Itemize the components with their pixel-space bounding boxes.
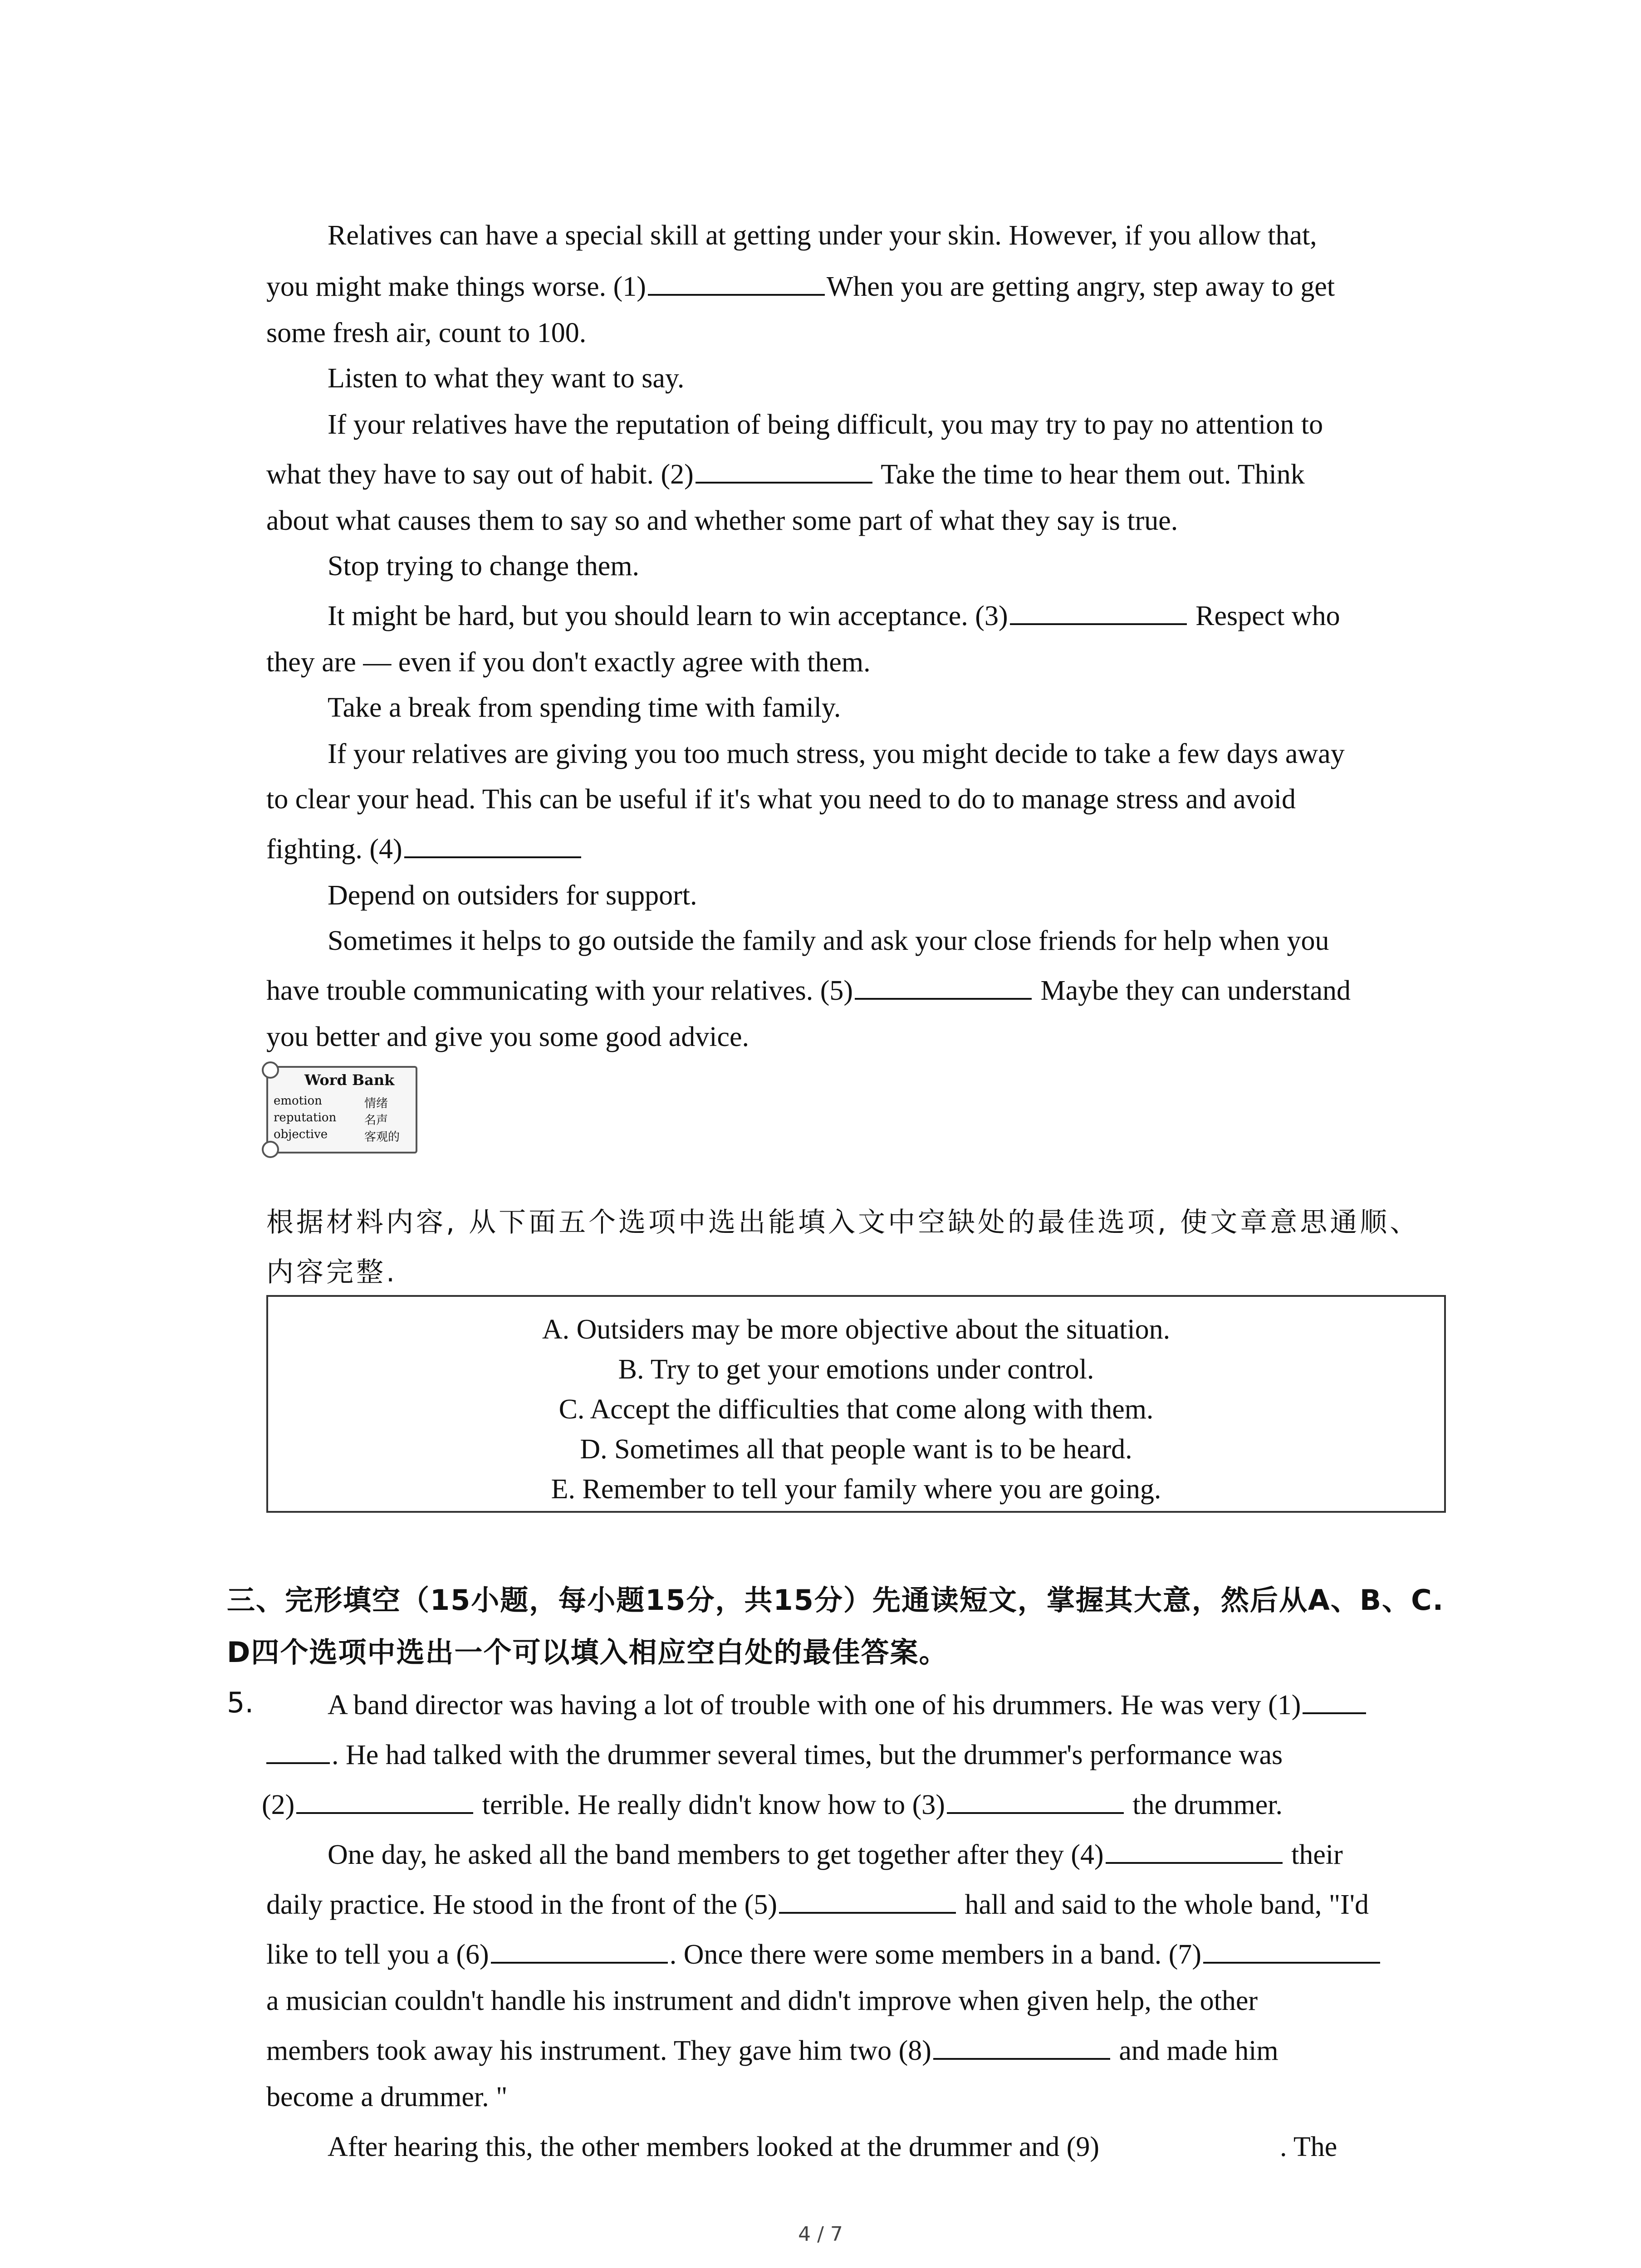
passage-line: fighting. (4) (266, 825, 1446, 874)
cloze-blank-8[interactable] (933, 2031, 1110, 2060)
cloze-blank-1-cont[interactable] (266, 1735, 330, 1764)
passage-line: have trouble communicating with your relatives. (5) Maybe they can understand (266, 966, 1446, 1015)
option-d: D. Sometimes all that people want is to be heard. (580, 1434, 1132, 1465)
passage-line: to clear your head. This can be useful if it's what you need to do to manage stress and avoid (266, 784, 1296, 815)
cloze-blank-4[interactable] (1106, 1835, 1283, 1864)
cloze-blank-9[interactable] (1101, 2129, 1278, 2156)
option-a: A. Outsiders may be more objective about the situation. (542, 1314, 1171, 1345)
cloze-line: A band director was having a lot of trouble with one of his drummers. He was very (1) (266, 1681, 1446, 1730)
passage-line: It might be hard, but you should learn to win acceptance. (3) Respect who (266, 591, 1446, 640)
answer-blank-5[interactable] (855, 971, 1032, 1000)
cloze-line: a musician couldn't handle his instrument and didn't improve when given help, the other (266, 1985, 1258, 2016)
heading-listen: Listen to what they want to say. (328, 363, 685, 394)
answer-blank-3[interactable] (1010, 596, 1187, 625)
cloze-line: daily practice. He stood in the front of the (5) hall and said to the whole band, "I'd (266, 1880, 1446, 1929)
page-number: 4 / 7 (798, 2223, 843, 2246)
cloze-blank-2[interactable] (296, 1785, 473, 1814)
passage-line: If your relatives are giving you too much stress, you might decide to take a few days away (328, 738, 1345, 769)
cloze-line: (2) terrible. He really didn't know how to (3) the drummer. (266, 1780, 1446, 1829)
section-heading: 三、完形填空（15小题，每小题15分，共15分）先通读短文，掌握其大意，然后从A、B、C. D四个选项中选出一个可以填入相应空白处的最佳答案。 (227, 1584, 1445, 1669)
cloze-line: . He had talked with the drummer several times, but the drummer's performance was (266, 1730, 1446, 1779)
answer-blank-2[interactable] (696, 455, 872, 484)
passage-line: they are — even if you don't exactly agree with them. (266, 647, 871, 678)
option-c: C. Accept the difficulties that come along with them. (558, 1394, 1154, 1425)
cloze-line: After hearing this, the other members looked at the drummer and (9) . The (266, 2122, 1446, 2171)
answer-blank-4[interactable] (404, 829, 581, 858)
instruction-text: 根据材料内容, 从下面五个选项中选出能填入文中空缺处的最佳选项, 使文章意思通顺、 内容完整. (266, 1207, 1420, 1288)
passage-line: some fresh air, count to 100. (266, 318, 587, 348)
word-bank-entry: objective 客观的 (274, 1128, 400, 1144)
heading-stop: Stop trying to change them. (328, 551, 640, 582)
cloze-blank-6[interactable] (491, 1935, 668, 1964)
cloze-line: One day, he asked all the band members to get together after they (4) their (266, 1830, 1446, 1879)
cloze-blank-3[interactable] (947, 1785, 1124, 1814)
cloze-blank-1[interactable] (1303, 1685, 1366, 1714)
answer-blank-1[interactable] (648, 267, 825, 296)
scroll-curl-icon (262, 1141, 279, 1158)
passage-line: Sometimes it helps to go outside the family and ask your close friends for help when you (328, 925, 1329, 956)
word-bank-title: Word Bank (304, 1071, 395, 1089)
word-bank-scroll (266, 1066, 417, 1154)
passage-line: what they have to say out of habit. (2) Take the time to hear them out. Think (266, 450, 1446, 499)
cloze-blank-7[interactable] (1203, 1935, 1380, 1964)
passage-line: you better and give you some good advice. (266, 1022, 749, 1052)
options-box (266, 1295, 1446, 1513)
option-b: B. Try to get your emotions under control. (618, 1354, 1094, 1385)
cloze-line: like to tell you a (6) . Once there were some members in a band. (7) (266, 1930, 1446, 1979)
heading-break: Take a break from spending time with family. (328, 692, 841, 723)
question-number: 5. (227, 1686, 254, 1719)
cloze-blank-5[interactable] (779, 1885, 956, 1914)
word-bank-entry: emotion 情绪 (274, 1094, 388, 1110)
word-bank-entry: reputation 名声 (274, 1111, 388, 1127)
passage-line: about what causes them to say so and whether some part of what they say is true. (266, 505, 1178, 536)
scroll-curl-icon (262, 1061, 279, 1079)
cloze-line: become a drummer. " (266, 2082, 508, 2112)
heading-depend: Depend on outsiders for support. (328, 880, 697, 911)
passage-line: you might make things worse. (1) When you are getting angry, step away to get (266, 262, 1446, 311)
option-e: E. Remember to tell your family where you are going. (551, 1474, 1161, 1505)
passage-line: If your relatives have the reputation of being difficult, you may try to pay no attention to (328, 409, 1323, 440)
passage-line: Relatives can have a special skill at getting under your skin. However, if you allow that, (328, 220, 1317, 251)
cloze-line: members took away his instrument. They gave him two (8) and made him (266, 2026, 1446, 2075)
